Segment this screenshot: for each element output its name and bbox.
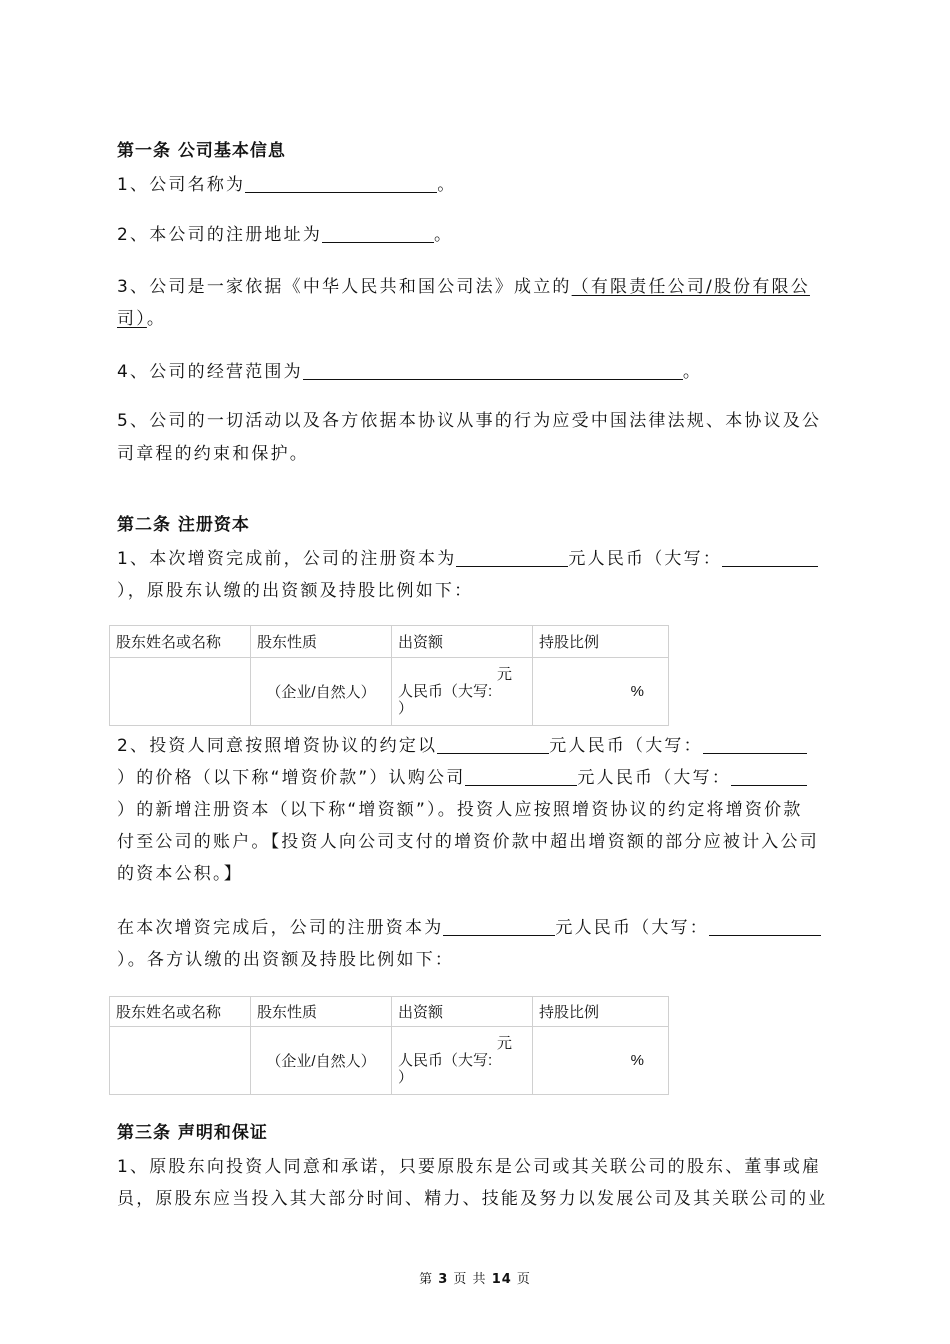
article-1-item-2: 2、本公司的注册地址为 。: [117, 225, 454, 245]
page-footer: 第 3 页 共 14 页: [419, 1272, 531, 1287]
table-row: [110, 1027, 669, 1095]
shareholder-table-after: [109, 996, 669, 1095]
investment-price-blank[interactable]: [437, 735, 549, 754]
investment-price-words-blank[interactable]: [703, 735, 807, 754]
table-header: 股东姓名或名称: [110, 997, 251, 1027]
capital-increase-words-blank[interactable]: [731, 767, 807, 786]
article-1-item-3-cont: 司）。: [117, 309, 167, 329]
current-page: 3: [438, 1272, 449, 1287]
company-type-option-cont: 司）: [117, 309, 147, 329]
total-pages: 14: [491, 1272, 512, 1287]
shareholder-nature-cell[interactable]: （企业/自然人）: [251, 1027, 392, 1095]
table-header: 出资额: [392, 626, 533, 658]
capital-after-blank[interactable]: [443, 917, 555, 936]
article-2-item-3-line-2: ）。各方认缴的出资额及持股比例如下：: [117, 950, 455, 970]
company-name-blank[interactable]: [245, 174, 437, 193]
company-name-label: 1、公司名称为: [117, 175, 246, 195]
table-header: 股东性质: [251, 626, 392, 658]
shareholder-name-cell[interactable]: [110, 1027, 251, 1095]
capital-after-words-blank[interactable]: [709, 917, 821, 936]
article-1-title: 第一条 公司基本信息: [117, 141, 286, 161]
article-2-item-3-line-1: 在本次增资完成后，公司的注册资本为 元人民币（大写：: [117, 913, 821, 938]
capital-before-blank[interactable]: [456, 548, 568, 567]
article-3-item-1-line-1: 1、原股东向投资人同意和承诺，只要原股东是公司或其关联公司的股东、董事或雇: [117, 1157, 822, 1177]
shareholder-name-cell[interactable]: [110, 658, 251, 726]
article-1-item-5-line-1: 5、公司的一切活动以及各方依据本协议从事的行为应受中国法律法规、本协议及公: [117, 411, 822, 431]
table-header: 股东性质: [251, 997, 392, 1027]
article-2-item-2-line-1: 2、投资人同意按照增资协议的约定以 元人民币（大写：: [117, 731, 807, 756]
article-3-title: 第三条 声明和保证: [117, 1123, 268, 1143]
address-blank[interactable]: [322, 224, 434, 243]
share-percent-cell[interactable]: %: [533, 658, 669, 726]
article-1-item-3: 3、公司是一家依据《中华人民共和国公司法》成立的（有限责任公司/股份有限公: [117, 277, 810, 297]
table-header: 持股比例: [533, 626, 669, 658]
capital-before-words-blank[interactable]: [722, 548, 818, 567]
table-row: [110, 658, 669, 726]
contribution-cell[interactable]: 元 人民币（大写: ）: [392, 658, 533, 726]
capital-increase-blank[interactable]: [465, 767, 577, 786]
article-2-item-1-line-1: 1、本次增资完成前，公司的注册资本为 元人民币（大写：: [117, 544, 818, 569]
table-header: 股东姓名或名称: [110, 626, 251, 658]
table-header: 持股比例: [533, 997, 669, 1027]
article-2-item-2-line-2: ）的价格（以下称“增资价款”）认购公司 元人民币（大写：: [117, 763, 807, 788]
contribution-cell[interactable]: 元 人民币（大写: ）: [392, 1027, 533, 1095]
shareholder-nature-cell[interactable]: （企业/自然人）: [251, 658, 392, 726]
article-2-item-2-line-3: ）的新增注册资本（以下称“增资额”）。投资人应按照增资协议的约定将增资价款: [117, 800, 803, 820]
article-2-title: 第二条 注册资本: [117, 515, 250, 535]
company-type-option: （有限责任公司/股份有限公: [571, 277, 810, 297]
article-2-item-2-line-4: 付至公司的账户。【投资人向公司支付的增资价款中超出增资额的部分应被计入公司: [117, 832, 819, 852]
article-3-item-1-line-2: 员，原股东应当投入其大部分时间、精力、技能及努力以发展公司及其关联公司的业: [117, 1189, 828, 1209]
business-scope-blank[interactable]: [303, 361, 683, 380]
article-1-item-4: 4、公司的经营范围为 。: [117, 362, 703, 382]
article-2-item-2-line-5: 的资本公积。】: [117, 864, 243, 884]
shareholder-table-before: [109, 625, 669, 726]
business-scope-label: 4、公司的经营范围为: [117, 362, 303, 382]
share-percent-cell[interactable]: %: [533, 1027, 669, 1095]
article-1-item-5-line-2: 司章程的约束和保护。: [117, 444, 309, 464]
article-1-item-1: 1、公司名称为 。: [117, 175, 457, 195]
address-label: 2、本公司的注册地址为: [117, 225, 323, 245]
article-2-item-1-line-2: ），原股东认缴的出资额及持股比例如下：: [117, 581, 474, 601]
table-header: 出资额: [392, 997, 533, 1027]
